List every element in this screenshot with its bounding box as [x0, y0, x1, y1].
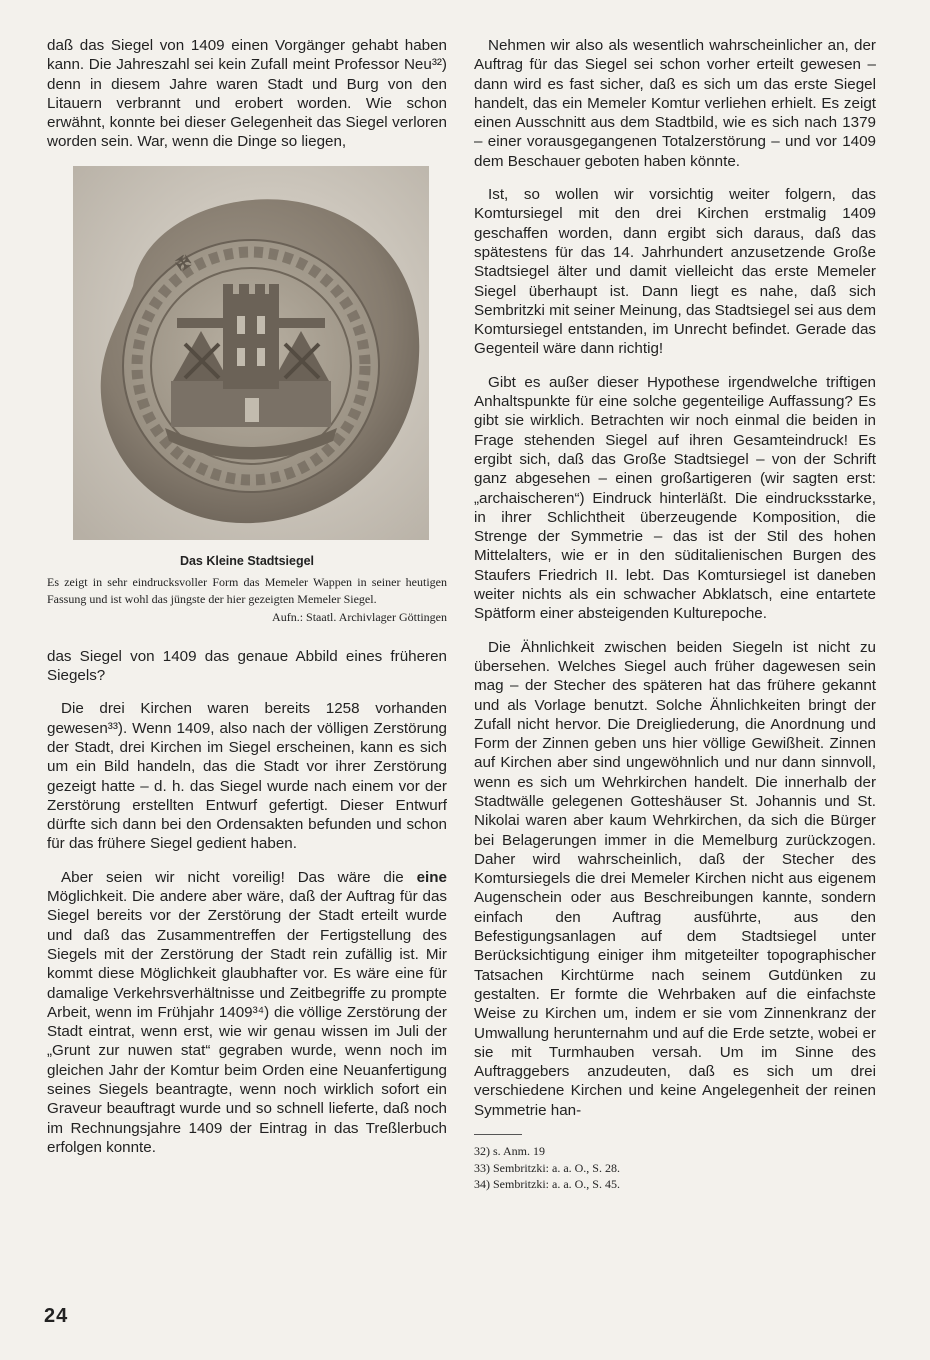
page-number: 24	[44, 1305, 69, 1327]
photo-credit: Aufn.: Staatl. Archivlager Göttingen	[272, 609, 447, 624]
footnote: 34) Sembritzki: a. a. O., S. 45.	[474, 1177, 620, 1192]
paragraph-text: Die drei Kirchen waren bereits 1258 vorhanden gewesen³³). Wenn 1409, also nach der völligen Zerstörung der Stadt, drei Kirchen im Siegel erscheinen, kann es sich um ein Bild handeln, das die Stadt vor ihrer Zerstörung gezeigt hatte – d. h. das Siegel wurde nach einem vor der Zerstörung erstellten Entwurf gefertigt. Dieser Entwurf dürfte sich dann bei den Ordensakten befunden und schon für das frühere Siegel gedient haben.	[47, 700, 447, 853]
right-column	[474, 36, 876, 1193]
paragraph-text: Die Ähnlichkeit zwischen beiden Siegeln ist nicht zu übersehen. Welches Siegel auch früher dagewesen sein mag – der Stecher des späteren hat das frühere gekannt und als Vorlage benutzt. Solche Ähnlichkeiten bringt der Zufall nicht hervor. Die Dreigliederung, die Anordnung und Form der Zinnen geben uns hier völlige Gewißheit. Zinnen auf Kirchen aber sind ungewöhnlich und nur dann sinnvoll, wenn es sich um Wehrkirchen handelt. Die innerhalb der Stadtwälle gelegenen Gotteshäuser St. Johannis und St. Nikolai waren aber kaum Wehrkirchen, da sich die Bürger bei Belagerungen immer in die Memelburg zurückzogen. Daher wird wahrscheinlich, daß der Stecher des Komtursiegels die drei Memeler Kirchen nicht aus eigenem Augenschein oder aus Beschreibungen kannte, sondern einfach den Auftrag ausführte, aus den Befestigungsanlagen auf dem Stadtsiegel unter Berücksichtigung einiger ihm mitgeteilter topographischer Tatsachen Kirchtürme nach seinem Gutdünken zu gestalten. Er formte die Wehrbaken auf die einfachste Weise zu Kirchen um, indem er sie vom Zinnenkranz der Umwallung herunternahm und auf die Erde setzte, wobei er sie mit Turmhauben versah. Um im Sinne des Auftraggebers anzudeuten, daß es sich um drei verschiedene Kirchen und keine Angelegenheit der reinen Symmetrie han-	[474, 638, 876, 1119]
paragraph-text: Gibt es außer dieser Hypothese irgendwelche triftigen Anhaltspunkte für eine solche gegenteilige Auffassung? Es gibt sie wirklich. Betrachten wir noch einmal die beiden in Frage stehenden Siegel auf ihren Gesamteindruck! Es ergibt sich, daß das Große Stadtsiegel – von der Schrift ganz abgesehen – einen großartigeren (wir sagten erst: „archaischeren“) Eindruck hinterläßt. Die eindrucksstarke, in ihrer Schlichtheit überzeugende Komposition, die Strenge der Symmetrie – das ist der Stil des hohen Mittelalters, wie er in den süditalienischen Burgen des Staufers Friedrich II. lebt. Das Komtursiegel ist daneben weiter nichts als ein schwacher Abklatsch, eine entartete Spätform einer absteigenden Kulturepoche.	[474, 373, 876, 623]
footnote-divider	[474, 1134, 522, 1135]
body-paragraph	[474, 185, 876, 359]
paragraph-text: das Siegel von 1409 das genaue Abbild eines früheren Siegels?	[47, 647, 447, 685]
body-paragraph	[47, 647, 447, 686]
seal-image	[73, 166, 429, 540]
paragraph-text: Nehmen wir also als wesentlich wahrscheinlicher an, der Auftrag für das Siegel sei schon vorher erteilt gewesen – dann wird es fast sicher, daß es sich um das erste Siegel handelt, das ein Memeler Komtur verliehen erhielt. Es zeigt einen Ausschnitt aus dem Stadtbild, wie es sich nach 1379 – einer vorausgegangenen Totalzerstörung – und vor 1409 dem Beschauer geboten haben könnte.	[474, 37, 876, 170]
paragraph-text: Aber seien wir nicht voreilig! Das wäre die	[61, 868, 417, 886]
paragraph-text: Ist, so wollen wir vorsichtig weiter folgern, das Komtursiegel mit den drei Kirchen erstmalig 1409 geschaffen worden, dann ergibt sich daraus, daß das spätestens für das 14. Jahrhundert anzusetzende Große Stadtsiegel älter und damit vielleicht das erste Memeler Siegel überhaupt ist. Dann liegt es nahe, daß sich Sembritzki mit seiner Meinung, das Stadtsiegel sei aus dem Komtursiegel entstanden, im Unrecht befindet. Gerade das Gegenteil wäre dann richtig!	[474, 186, 876, 358]
body-paragraph	[47, 36, 447, 152]
body-paragraph	[47, 699, 447, 853]
seal-photo	[73, 166, 429, 540]
paragraph-text: daß das Siegel von 1409 einen Vorgänger gehabt haben kann. Die Jahreszahl sei kein Zufall meint Professor Neu³²) denn in diesem Jahre waren Stadt und Burg von den Litauern verbrannt und erobert worden. Wie schon erwähnt, konnte bei dieser Gelegenheit das Siegel verloren worden sein. War, wenn die Dinge so liegen,	[47, 37, 447, 151]
footnote: 33) Sembritzki: a. a. O., S. 28.	[474, 1160, 620, 1175]
figure-caption: Es zeigt in sehr eindrucksvoller Form das Memeler Wappen in seiner heutigen Fassung und ist wohl das jüngste der hier gezeigten Memeler Siegel.	[47, 574, 447, 606]
footnotes	[474, 1143, 876, 1193]
figure-caption-title: Das Kleine Stadtsiegel	[179, 553, 315, 568]
body-paragraph	[474, 36, 876, 171]
paragraph-text: Möglichkeit. Die andere aber wäre, daß der Auftrag für das Siegel bereits vor der Zerstörung der Stadt erteilt wurde und daß das Zusammentreffen der Fertigstellung des Siegels mit der Zerstörung der Stadt rein zufällig ist. Mir kommt diese Möglichkeit glaubhafter vor. Es wäre eine für damalige Verkehrsverhältnisse und Zeitbegriffe zu prompte Arbeit, wenn im Frühjahr 1409³⁴) die völlige Zerstörung der Stadt eintrat, wenn erst, wie wir genau wissen im Juli der „Grunt zur nuwen stat“ gegraben wurde, wenn noch im gleichen Jahr der Komtur beim Orden eine Neuanfertigung seines Siegels beantragte, wenn noch wirklich sofort ein Graveur beauftragt wurde und so schnell lieferte, daß noch im Rechnungsjahre 1409 der Eintrag in das Treßlerbuch erfolgen konnte.	[47, 888, 447, 1156]
footnote: 32) s. Anm. 19	[474, 1144, 546, 1159]
svg-text:✠: ✠	[172, 251, 196, 276]
body-paragraph	[47, 868, 447, 1157]
left-column	[47, 36, 447, 1171]
body-paragraph	[474, 638, 876, 1120]
body-paragraph	[474, 373, 876, 624]
emphasis-text: eine	[416, 868, 447, 886]
